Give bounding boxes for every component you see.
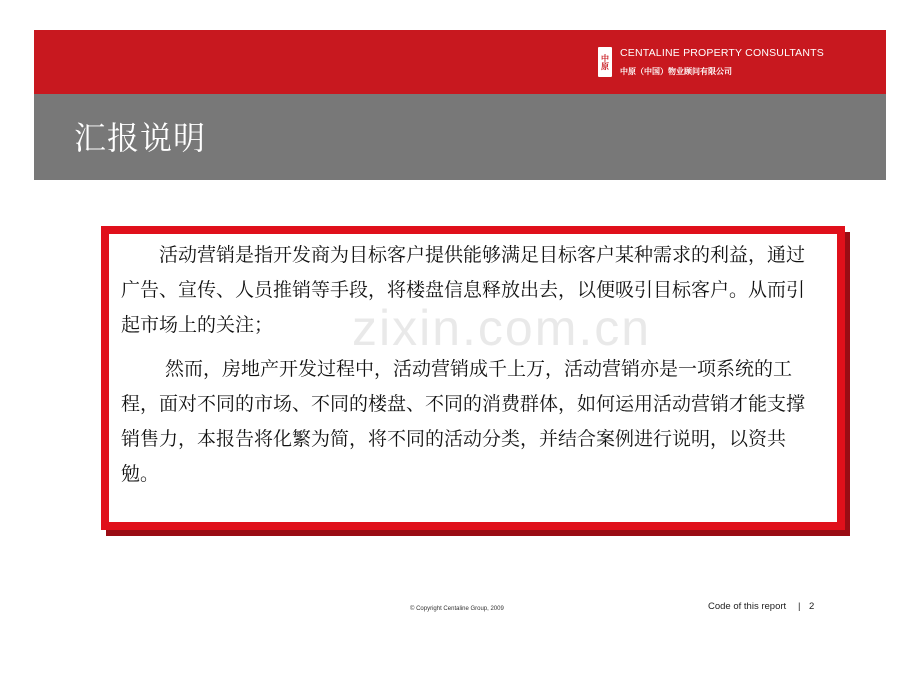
slide-title: 汇报说明	[74, 119, 207, 157]
report-code-label: Code of this report	[708, 601, 787, 612]
footer-separator: |	[798, 601, 801, 612]
paragraph-detail	[121, 352, 821, 492]
brand-name-english: CENTALINE PROPERTY CONSULTANTS	[620, 47, 824, 59]
centaline-logo	[598, 47, 612, 77]
paragraph-intro-text: 活动营销是指开发商为目标客户提供能够满足目标客户某种需求的利益，通过广告、宣传、人员推销等手段，将楼盘信息释放出去，以便吸引目标客户。从而引起市场上的关注；	[121, 244, 806, 336]
header-band	[34, 30, 886, 94]
logo-text: 中原	[600, 54, 610, 70]
brand-name-chinese: 中原（中国）物业顾问有限公司	[620, 67, 732, 76]
page-number: 2	[809, 601, 815, 612]
paragraph-detail-text: 然而，房地产开发过程中，活动营销成千上万，活动营销亦是一项系统的工程，面对不同的市场、不同的楼盘、不同的消费群体，如何运用活动营销才能支撑销售力，本报告将化繁为简，将不同的活动分类，并结合案例进行说明，以资共勉。	[121, 358, 806, 485]
watermark: zixin.com.cn	[352, 300, 652, 356]
copyright-text: © Copyright Centaline Group, 2009	[410, 606, 504, 612]
